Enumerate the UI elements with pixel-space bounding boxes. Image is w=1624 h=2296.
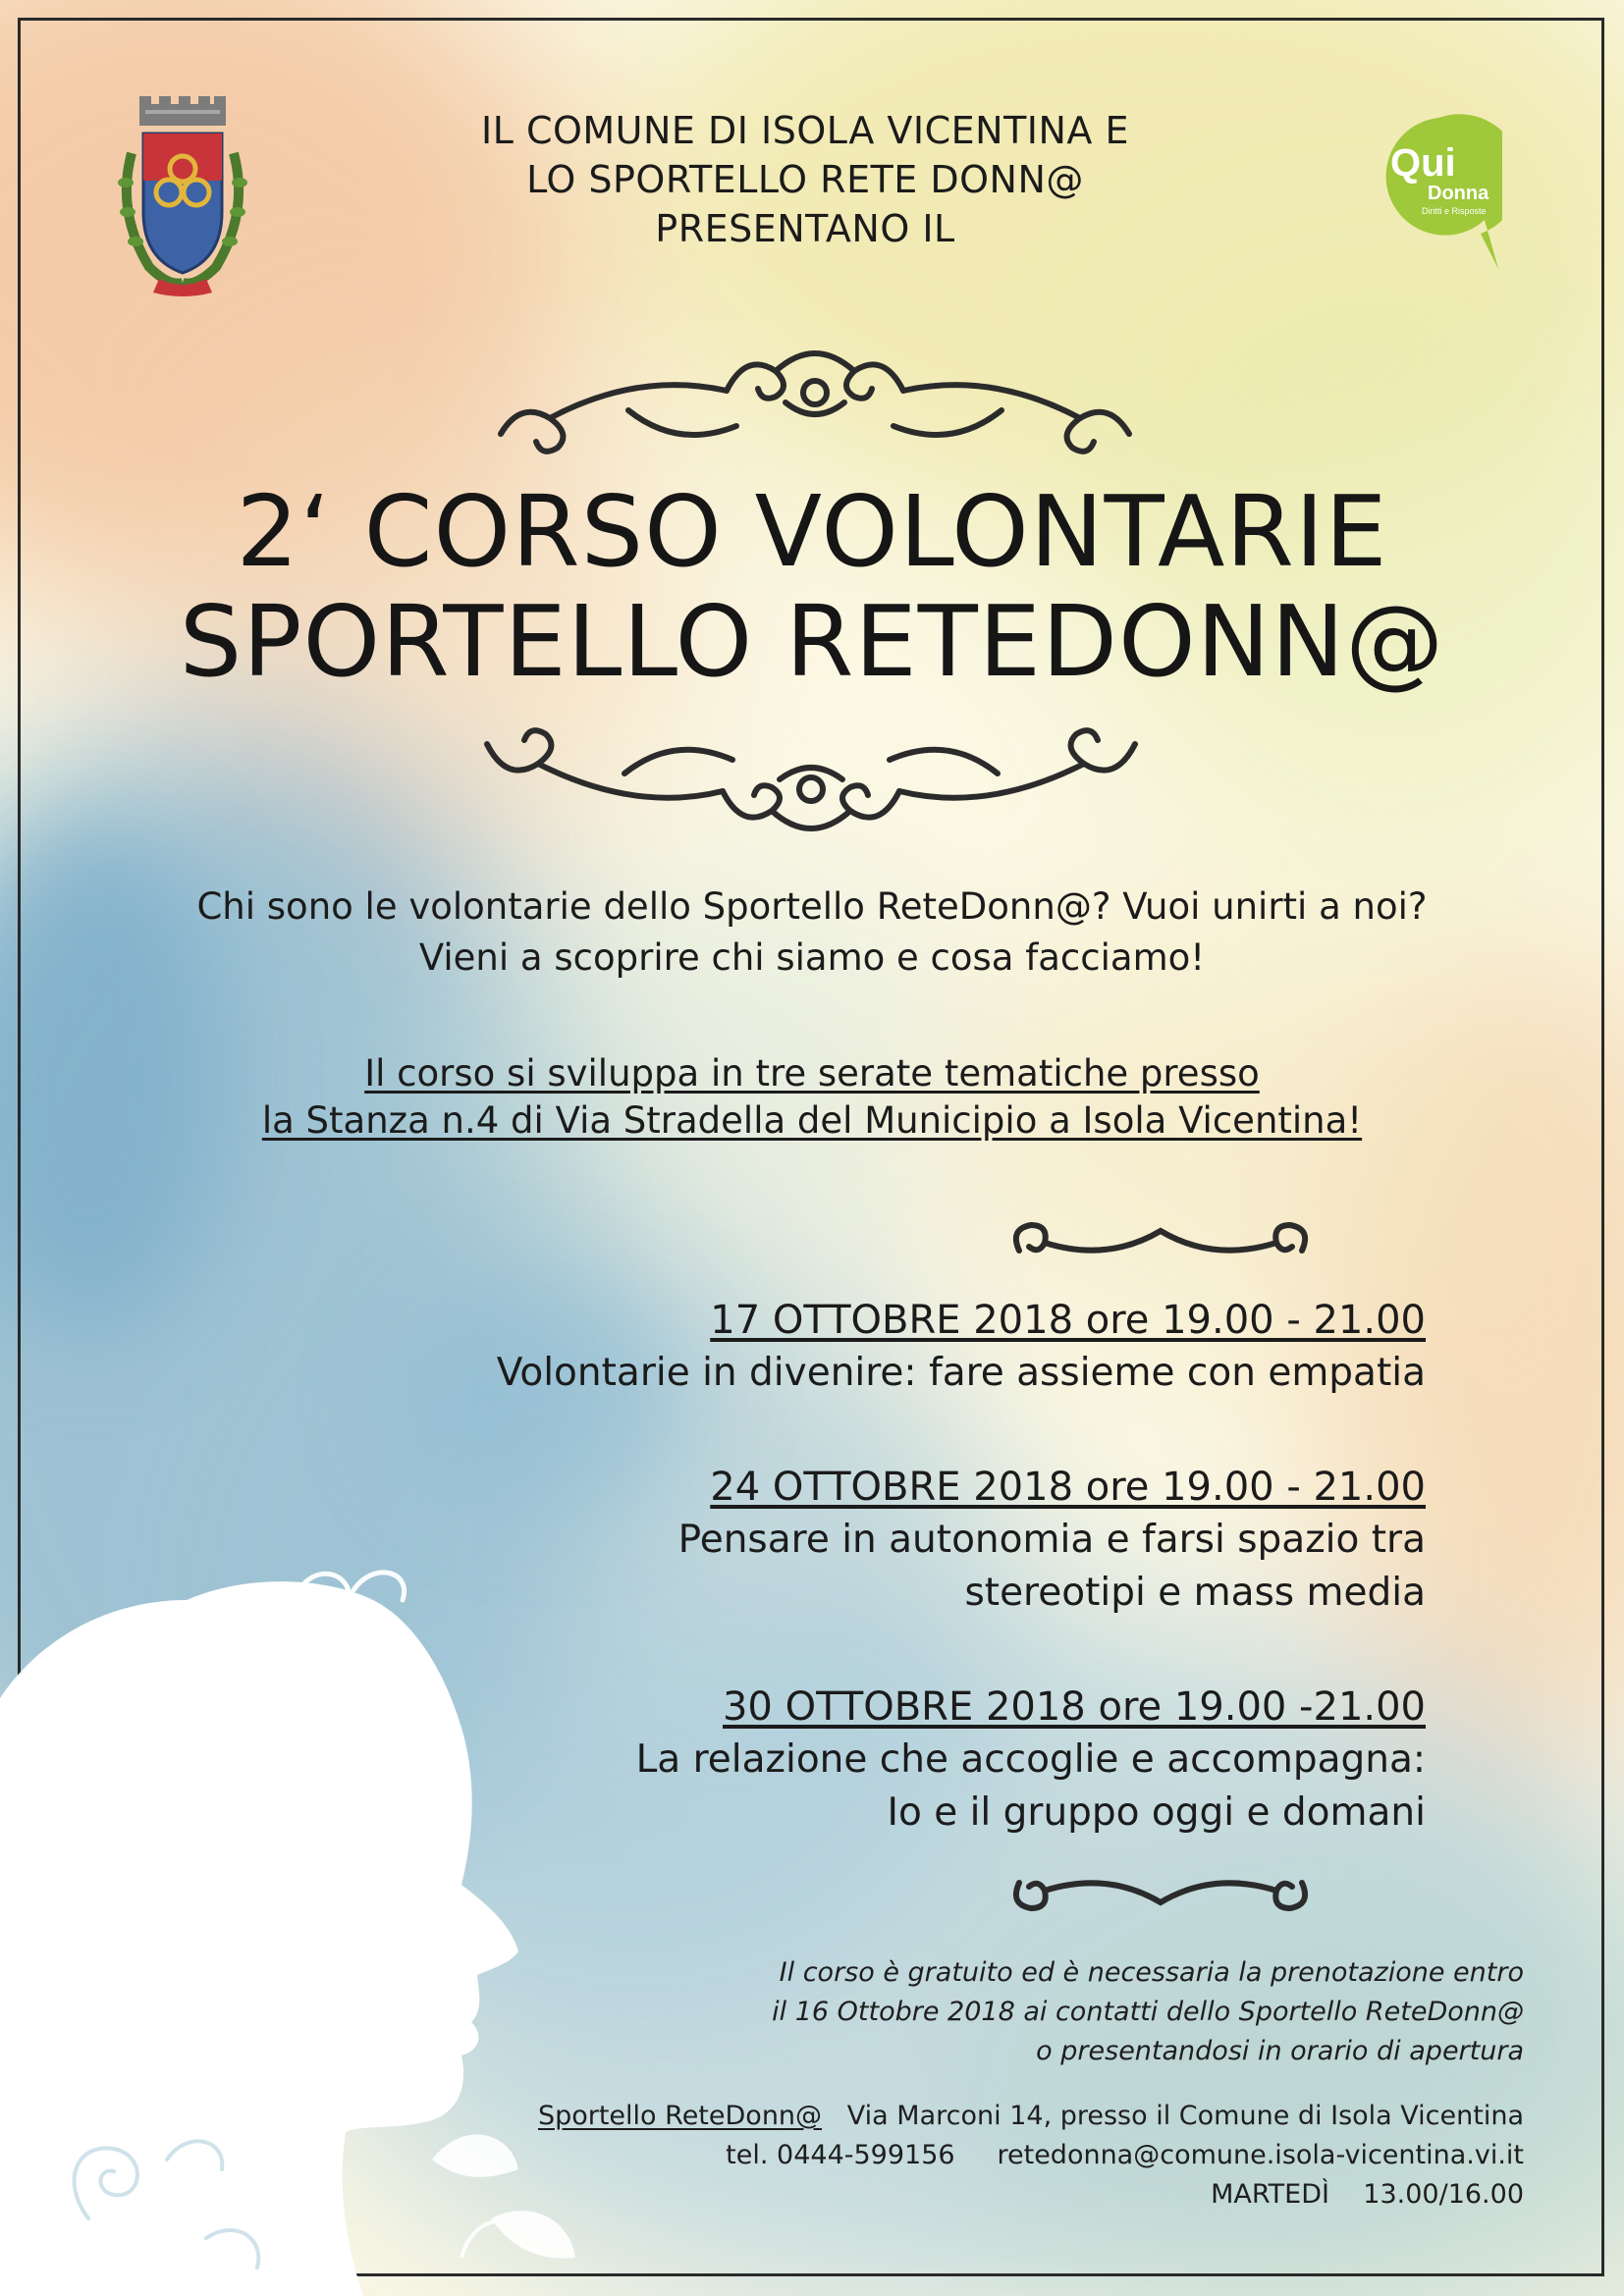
contact-hours: MARTEDÌ 13.00/16.00 [1211, 2179, 1524, 2210]
coat-of-arms-icon [110, 94, 255, 298]
contact-phone: tel. 0444-599156 [726, 2140, 955, 2170]
qui-donna-logo [1375, 114, 1502, 271]
contact-email: retedonna@comune.isola-vicentina.vi.it [997, 2140, 1524, 2170]
event-2-topic-line-2: stereotipi e mass media [964, 1571, 1426, 1615]
event-1-date: 17 OTTOBRE 2018 ore 19.00 - 21.00 [710, 1298, 1426, 1343]
header-line-1: IL COMUNE DI ISOLA VICENTINA E [480, 109, 1130, 152]
note-line-3: o presentandosi in orario di apertura [1036, 2036, 1524, 2066]
contact-address: Via Marconi 14, presso il Comune di Isola Vicentina [846, 2101, 1524, 2131]
event-2-date: 24 OTTOBRE 2018 ore 19.00 - 21.00 [710, 1465, 1426, 1510]
location-line-2: la Stanza n.4 di Via Stradella del Municipio a Isola Vicentina! [261, 1099, 1363, 1142]
event-1-topic: Volontarie in divenire: fare assieme con empatia [496, 1351, 1426, 1395]
title-line-1: 2‘ CORSO VOLONTARIE [236, 474, 1388, 589]
intro-line-1: Chi sono le volontarie dello Sportello ReteDonn@? Vuoi unirti a noi? [196, 885, 1428, 928]
logo-brand: Qui [1390, 141, 1456, 185]
logo-tagline: Diritti e Risposte [1422, 206, 1487, 216]
title-line-2: SPORTELLO RETEDONN@ [179, 584, 1445, 699]
intro-line-2: Vieni a scoprire chi siamo e cosa facciamo! [418, 936, 1206, 979]
events-flourish-bottom [990, 1857, 1331, 1922]
event-3-date: 30 OTTOBRE 2018 ore 19.00 -21.00 [722, 1684, 1426, 1730]
note-line-1: Il corso è gratuito ed è necessaria la prenotazione entro [779, 1957, 1524, 1988]
event-3-topic-line-2: Io e il gruppo oggi e domani [887, 1790, 1426, 1835]
bottom-flourish-ornament [467, 715, 1155, 852]
contact-line-2 [511, 2136, 1524, 2175]
contact-line-1 [511, 2097, 1524, 2136]
location-line-1: Il corso si sviluppa in tre serate tematiche presso [364, 1052, 1260, 1095]
events-flourish-top [990, 1211, 1331, 1276]
event-2-topic-line-1: Pensare in autonomia e farsi spazio tra [677, 1518, 1426, 1562]
event-3-topic-line-1: La relazione che accoglie e accompagna: [635, 1737, 1426, 1782]
contact-name: Sportello ReteDonn@ [537, 2101, 823, 2131]
logo-name: Donna [1428, 183, 1489, 204]
note-line-2: il 16 Ottobre 2018 ai contatti dello Sportello ReteDonn@ [772, 1997, 1524, 2027]
header-line-3: PRESENTANO IL [655, 207, 955, 250]
header-line-2: LO SPORTELLO RETE DONN@ [526, 158, 1084, 201]
top-flourish-ornament [481, 332, 1149, 459]
